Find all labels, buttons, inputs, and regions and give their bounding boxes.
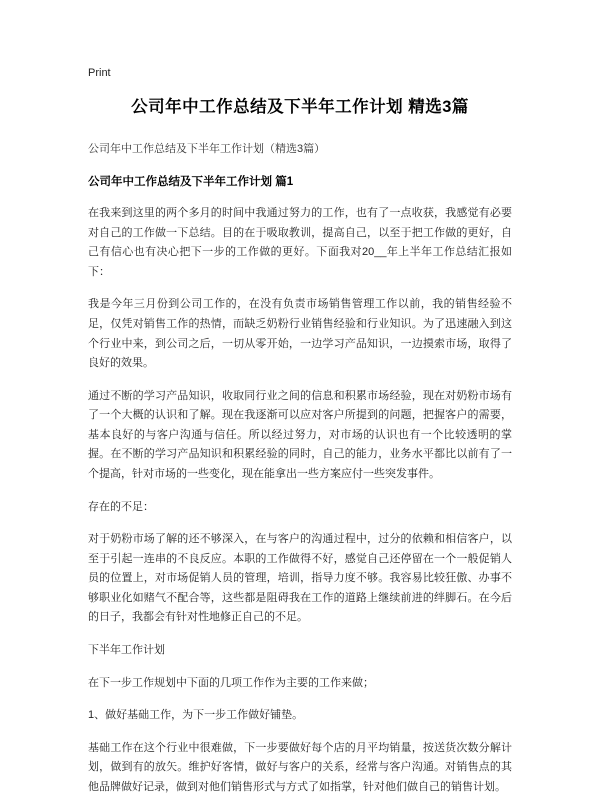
body-paragraph: 在下一步工作规划中下面的几项工作作为主要的工作来做； [88,676,374,689]
section-heading: 公司年中工作总结及下半年工作计划 篇1 [88,175,294,188]
body-paragraph: 对于奶粉市场了解的还不够深入，在与客户的沟通过程中，过分的依赖和相信客户，以至于引起一连串的不良反应。本职的工作做得不好，感觉自己还停留在一个一般促销人员的位置上，对市场促销人员的管理，培训，指导力度不够。我容易比较狂傲、办事不够职业化如赌气不配合等，这些都是阻碍我在工作的道路上继续前进的绊脚石。在今后的日子，我都会有针对性地修正自己的不足。 [88,533,512,624]
body-paragraph: 通过不断的学习产品知识，收取同行业之间的信息和积累市场经验，现在对奶粉市场有了一个大概的认识和了解。现在我逐渐可以应对客户所提到的问题，把握客户的需要，基本良好的与客户沟通与信任。所以经过努力，对市场的认识也有一个比较透明的掌握。在不断的学习产品知识和积累经验的同时，自己的能力，业务水平都比以前有了一个提高，针对市场的一些变化，现在能拿出一些方案应付一些突发事件。 [88,389,512,481]
print-link[interactable]: Print [88,67,111,79]
body-paragraph: 在我来到这里的两个多月的时间中我通过努力的工作，也有了一点收获，我感觉有必要对自己的工作做一下总结。目的在于吸取教训，提高自己，以至于把工作做的更好，自己有信心也有决心把下一步的工作做的更好。下面我对20__年上半年工作总结汇报如下： [88,207,512,278]
body-paragraph: 存在的不足： [88,500,154,513]
body-paragraph: 我是今年三月份到公司工作的，在没有负责市场销售管理工作以前，我的销售经验不足，仅凭对销售工作的热情，而缺乏奶粉行业销售经验和行业知识。为了迅速融入到这个行业中来，到公司之后，一切从零开始，一边学习产品知识，一边摸索市场，取得了良好的效果。 [88,298,512,370]
page-title: 公司年中工作总结及下半年工作计划 精选3篇 [131,98,469,116]
body-paragraph: 1、做好基础工作，为下一步工作做好铺垫。 [88,709,304,722]
document-subtitle: 公司年中工作总结及下半年工作计划（精选3篇） [88,143,326,156]
body-paragraph: 基础工作在这个行业中很难做，下一步要做好每个店的月平均销量，按送货次数分解计划，做到有的放矢。维护好客情，做好与客户的关系，经常与客户沟通。对销售点的其他品牌做好记录，做到对他们销售形式与方式了如指掌，针对他们做自己的销售计划。 [88,741,512,793]
body-paragraph: 下半年工作计划 [88,644,165,657]
